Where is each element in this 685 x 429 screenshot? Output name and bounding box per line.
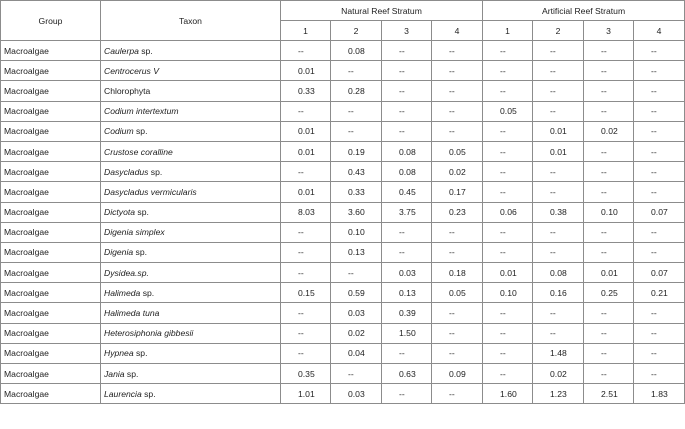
- taxon-cell: [101, 202, 281, 222]
- artificial-reef-header: Artificial Reef Stratum: [483, 1, 685, 21]
- value-cell: 0.05: [432, 141, 483, 161]
- value-cell: --: [533, 41, 584, 61]
- value-cell: 0.18: [432, 263, 483, 283]
- taxon-suffix: sp.: [148, 166, 163, 177]
- value-cell: --: [432, 323, 483, 343]
- value-cell: 0.01: [483, 263, 533, 283]
- value-cell: --: [533, 61, 584, 81]
- natural-reef-header: Natural Reef Stratum: [281, 1, 483, 21]
- value-cell: 0.07: [634, 202, 685, 222]
- value-cell: --: [533, 323, 584, 343]
- table-row: [1, 101, 685, 121]
- value-cell: 0.04: [331, 343, 382, 363]
- value-cell: 0.28: [331, 81, 382, 101]
- value-cell: 0.07: [634, 263, 685, 283]
- value-cell: --: [483, 303, 533, 323]
- taxon-name: Dysidea.sp.: [104, 267, 149, 278]
- value-cell: --: [432, 303, 483, 323]
- group-cell: Macroalgae: [1, 343, 101, 363]
- stratum-header: 3: [382, 21, 432, 41]
- value-cell: --: [432, 61, 483, 81]
- value-cell: 0.01: [281, 121, 331, 141]
- value-cell: --: [584, 101, 634, 121]
- value-cell: 0.39: [382, 303, 432, 323]
- taxon-cell: [101, 323, 281, 343]
- value-cell: --: [483, 343, 533, 363]
- group-header: Group: [1, 1, 101, 41]
- value-cell: --: [382, 41, 432, 61]
- value-cell: --: [281, 101, 331, 121]
- table-row: [1, 81, 685, 101]
- value-cell: --: [281, 41, 331, 61]
- stratum-header: 4: [634, 21, 685, 41]
- value-cell: 1.83: [634, 384, 685, 404]
- taxon-name: Heterosiphonia gibbesii: [104, 328, 194, 339]
- taxon-cell: [101, 303, 281, 323]
- group-cell: Macroalgae: [1, 182, 101, 202]
- table-row: [1, 41, 685, 61]
- taxon-cell: [101, 121, 281, 141]
- taxon-name: Halimeda: [104, 287, 141, 298]
- group-cell: Macroalgae: [1, 384, 101, 404]
- value-cell: 2.51: [584, 384, 634, 404]
- group-cell: Macroalgae: [1, 202, 101, 222]
- group-cell: Macroalgae: [1, 121, 101, 141]
- value-cell: 0.03: [331, 303, 382, 323]
- value-cell: 8.03: [281, 202, 331, 222]
- group-cell: Macroalgae: [1, 101, 101, 121]
- table-row: [1, 263, 685, 283]
- value-cell: 0.59: [331, 283, 382, 303]
- group-cell: Macroalgae: [1, 81, 101, 101]
- value-cell: 0.25: [584, 283, 634, 303]
- value-cell: --: [432, 101, 483, 121]
- value-cell: --: [533, 101, 584, 121]
- value-cell: --: [432, 384, 483, 404]
- value-cell: --: [382, 121, 432, 141]
- value-cell: 0.15: [281, 283, 331, 303]
- table-row: [1, 303, 685, 323]
- value-cell: 0.08: [382, 162, 432, 182]
- taxon-suffix: sp.: [138, 45, 153, 56]
- taxon-cell: [101, 61, 281, 81]
- value-cell: 0.01: [533, 141, 584, 161]
- value-cell: --: [432, 242, 483, 262]
- value-cell: 0.16: [533, 283, 584, 303]
- value-cell: 0.35: [281, 364, 331, 384]
- taxon-name: Jania: [104, 368, 125, 379]
- taxon-name: Dasycladus vermicularis: [104, 186, 197, 197]
- value-cell: 0.33: [331, 182, 382, 202]
- value-cell: --: [533, 242, 584, 262]
- table-row: [1, 162, 685, 182]
- value-cell: 0.06: [483, 202, 533, 222]
- table-body: [1, 41, 685, 404]
- value-cell: --: [382, 101, 432, 121]
- value-cell: 1.48: [533, 343, 584, 363]
- taxon-cell: [101, 101, 281, 121]
- value-cell: 0.03: [382, 263, 432, 283]
- value-cell: --: [483, 182, 533, 202]
- value-cell: 0.02: [432, 162, 483, 182]
- stratum-header: 2: [533, 21, 584, 41]
- taxon-name: Digenia: [104, 247, 134, 258]
- value-cell: --: [634, 81, 685, 101]
- value-cell: --: [634, 222, 685, 242]
- value-cell: --: [483, 141, 533, 161]
- taxon-name: Codium intertextum: [104, 106, 179, 117]
- taxon-suffix: sp.: [133, 126, 148, 137]
- value-cell: --: [634, 101, 685, 121]
- value-cell: --: [483, 61, 533, 81]
- taxon-name: Laurencia: [104, 388, 142, 399]
- value-cell: 0.01: [281, 141, 331, 161]
- taxon-name: Codium: [104, 126, 134, 137]
- taxon-cell: [101, 41, 281, 61]
- taxon-name: Centrocerus V: [104, 65, 159, 76]
- group-cell: Macroalgae: [1, 162, 101, 182]
- group-cell: Macroalgae: [1, 61, 101, 81]
- value-cell: --: [584, 323, 634, 343]
- value-cell: --: [432, 81, 483, 101]
- value-cell: --: [483, 41, 533, 61]
- value-cell: --: [634, 41, 685, 61]
- stratum-header: 4: [432, 21, 483, 41]
- value-cell: --: [483, 81, 533, 101]
- value-cell: 0.23: [432, 202, 483, 222]
- value-cell: --: [584, 242, 634, 262]
- table-row: [1, 364, 685, 384]
- value-cell: 0.02: [584, 121, 634, 141]
- taxon-header: Taxon: [101, 1, 281, 41]
- value-cell: --: [331, 101, 382, 121]
- value-cell: --: [432, 41, 483, 61]
- table-row: [1, 202, 685, 222]
- value-cell: 0.21: [634, 283, 685, 303]
- taxon-suffix: sp.: [124, 368, 139, 379]
- value-cell: --: [533, 81, 584, 101]
- value-cell: --: [382, 384, 432, 404]
- value-cell: --: [533, 222, 584, 242]
- value-cell: --: [483, 121, 533, 141]
- table-row: [1, 222, 685, 242]
- value-cell: 0.19: [331, 141, 382, 161]
- group-cell: Macroalgae: [1, 222, 101, 242]
- value-cell: --: [634, 364, 685, 384]
- value-cell: 3.75: [382, 202, 432, 222]
- value-cell: 0.45: [382, 182, 432, 202]
- value-cell: 3.60: [331, 202, 382, 222]
- value-cell: 1.01: [281, 384, 331, 404]
- value-cell: --: [533, 303, 584, 323]
- taxon-name: Caulerpa: [104, 45, 139, 56]
- value-cell: --: [634, 343, 685, 363]
- value-cell: 0.05: [483, 101, 533, 121]
- group-cell: Macroalgae: [1, 323, 101, 343]
- taxon-cell: [101, 242, 281, 262]
- value-cell: --: [432, 121, 483, 141]
- table-row: [1, 61, 685, 81]
- taxon-name: Digenia simplex: [104, 227, 165, 238]
- value-cell: 0.03: [331, 384, 382, 404]
- value-cell: 0.01: [281, 182, 331, 202]
- value-cell: --: [533, 182, 584, 202]
- value-cell: --: [432, 343, 483, 363]
- value-cell: --: [584, 343, 634, 363]
- taxon-cell: [101, 364, 281, 384]
- value-cell: --: [331, 61, 382, 81]
- value-cell: --: [382, 222, 432, 242]
- stratum-header: 1: [281, 21, 331, 41]
- table-row: [1, 343, 685, 363]
- value-cell: 0.10: [483, 283, 533, 303]
- table-row: [1, 121, 685, 141]
- value-cell: 0.08: [533, 263, 584, 283]
- taxon-suffix: sp.: [141, 388, 156, 399]
- value-cell: 0.05: [432, 283, 483, 303]
- value-cell: --: [331, 263, 382, 283]
- taxon-name: Chlorophyta: [104, 85, 151, 96]
- taxon-suffix: sp.: [133, 247, 148, 258]
- group-cell: Macroalgae: [1, 242, 101, 262]
- table-row: [1, 141, 685, 161]
- taxon-suffix: sp.: [133, 348, 148, 359]
- value-cell: --: [584, 61, 634, 81]
- value-cell: --: [584, 81, 634, 101]
- table-row: [1, 242, 685, 262]
- value-cell: --: [483, 323, 533, 343]
- value-cell: --: [584, 364, 634, 384]
- taxon-cell: [101, 222, 281, 242]
- value-cell: --: [382, 61, 432, 81]
- value-cell: --: [331, 364, 382, 384]
- value-cell: 0.63: [382, 364, 432, 384]
- value-cell: --: [634, 121, 685, 141]
- table-row: [1, 283, 685, 303]
- value-cell: 0.02: [331, 323, 382, 343]
- value-cell: --: [281, 162, 331, 182]
- value-cell: --: [584, 222, 634, 242]
- value-cell: --: [281, 303, 331, 323]
- value-cell: --: [584, 303, 634, 323]
- value-cell: --: [382, 242, 432, 262]
- taxon-name: Dictyota: [104, 207, 136, 218]
- taxon-cell: [101, 343, 281, 363]
- value-cell: --: [281, 343, 331, 363]
- table-row: [1, 384, 685, 404]
- taxon-name: Halimeda tuna: [104, 308, 160, 319]
- table-row: [1, 182, 685, 202]
- value-cell: 0.43: [331, 162, 382, 182]
- value-cell: 0.10: [331, 222, 382, 242]
- value-cell: --: [634, 323, 685, 343]
- taxon-cell: [101, 384, 281, 404]
- taxon-cell: [101, 283, 281, 303]
- value-cell: --: [483, 242, 533, 262]
- value-cell: 0.10: [584, 202, 634, 222]
- header-row: [1, 1, 685, 21]
- value-cell: 0.01: [281, 61, 331, 81]
- stratum-header: 2: [331, 21, 382, 41]
- value-cell: --: [584, 141, 634, 161]
- value-cell: --: [584, 162, 634, 182]
- taxon-name: Crustose coralline: [104, 146, 173, 157]
- taxon-suffix: sp.: [135, 207, 149, 218]
- value-cell: --: [533, 162, 584, 182]
- value-cell: --: [382, 81, 432, 101]
- value-cell: --: [584, 182, 634, 202]
- value-cell: 0.33: [281, 81, 331, 101]
- value-cell: --: [634, 182, 685, 202]
- value-cell: 0.13: [331, 242, 382, 262]
- value-cell: 0.38: [533, 202, 584, 222]
- taxon-name: Dasycladus: [104, 166, 149, 177]
- value-cell: --: [281, 263, 331, 283]
- value-cell: --: [281, 242, 331, 262]
- taxon-name: Hypnea: [104, 348, 134, 359]
- value-cell: 0.17: [432, 182, 483, 202]
- value-cell: --: [634, 303, 685, 323]
- taxon-cell: [101, 162, 281, 182]
- value-cell: --: [483, 162, 533, 182]
- group-cell: Macroalgae: [1, 364, 101, 384]
- value-cell: 0.08: [331, 41, 382, 61]
- value-cell: 1.50: [382, 323, 432, 343]
- table-row: [1, 323, 685, 343]
- value-cell: 1.23: [533, 384, 584, 404]
- value-cell: 0.08: [382, 141, 432, 161]
- taxon-cell: [101, 81, 281, 101]
- value-cell: --: [634, 141, 685, 161]
- value-cell: 0.09: [432, 364, 483, 384]
- value-cell: 0.01: [584, 263, 634, 283]
- group-cell: Macroalgae: [1, 263, 101, 283]
- group-cell: Macroalgae: [1, 283, 101, 303]
- taxon-suffix: sp.: [140, 287, 155, 298]
- stratum-header: 3: [584, 21, 634, 41]
- value-cell: 0.01: [533, 121, 584, 141]
- value-cell: 1.60: [483, 384, 533, 404]
- stratum-header: 1: [483, 21, 533, 41]
- value-cell: 0.02: [533, 364, 584, 384]
- value-cell: 0.13: [382, 283, 432, 303]
- value-cell: --: [281, 323, 331, 343]
- value-cell: --: [634, 242, 685, 262]
- taxon-cell: [101, 182, 281, 202]
- value-cell: --: [483, 222, 533, 242]
- value-cell: --: [382, 343, 432, 363]
- group-cell: Macroalgae: [1, 41, 101, 61]
- group-cell: Macroalgae: [1, 303, 101, 323]
- value-cell: --: [432, 222, 483, 242]
- taxon-cell: [101, 263, 281, 283]
- value-cell: --: [483, 364, 533, 384]
- taxon-cell: [101, 141, 281, 161]
- value-cell: --: [281, 222, 331, 242]
- value-cell: --: [584, 41, 634, 61]
- value-cell: --: [331, 121, 382, 141]
- value-cell: --: [634, 61, 685, 81]
- value-cell: --: [634, 162, 685, 182]
- group-cell: Macroalgae: [1, 141, 101, 161]
